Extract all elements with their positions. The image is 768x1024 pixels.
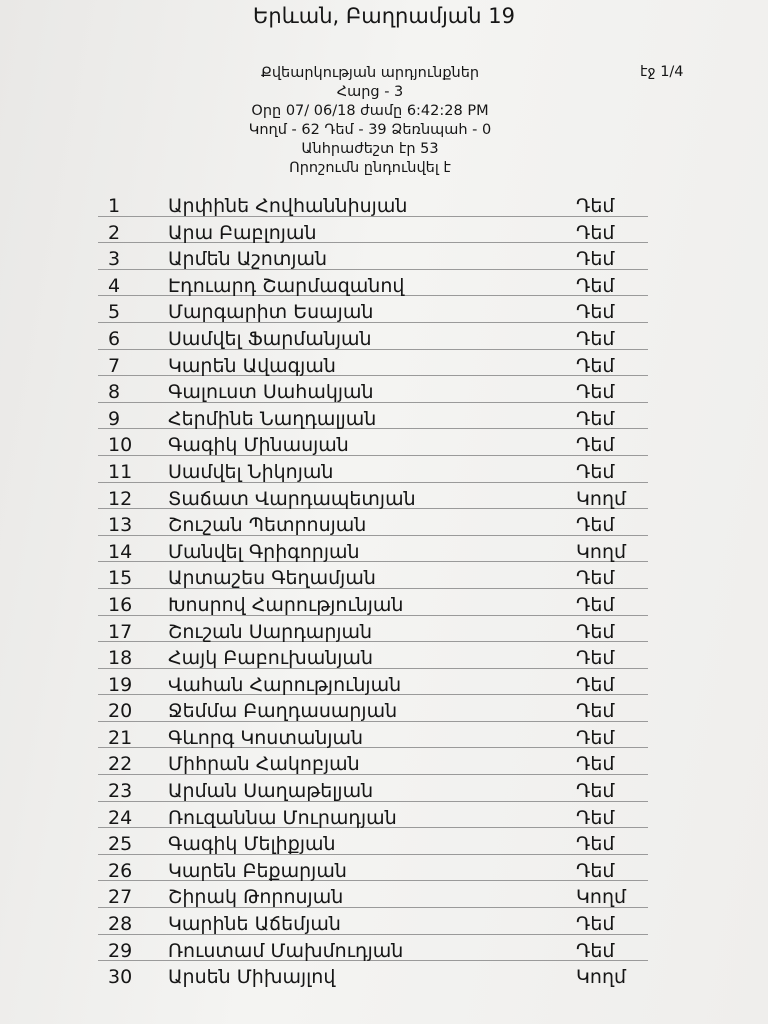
row-number: 8: [108, 381, 121, 404]
row-number: 12: [108, 487, 133, 510]
table-row: [98, 270, 648, 297]
deputy-name: Գալուստ Սահակյան: [168, 381, 374, 404]
deputy-name: Արման Սաղաթելյան: [168, 780, 374, 803]
vote-value: Դեմ: [576, 567, 615, 590]
row-number: 13: [108, 514, 133, 537]
row-number: 4: [108, 274, 121, 297]
vote-value: Դեմ: [576, 700, 615, 723]
row-number: 9: [108, 407, 121, 430]
table-row: [98, 589, 648, 616]
table-row: [98, 296, 648, 323]
deputy-name: Կարեն Ավագյան: [168, 354, 336, 377]
row-number: 27: [108, 886, 133, 909]
deputy-name: Սամվել Նիկոյան: [168, 460, 334, 483]
document-title: Քվեարկության արդյունքներ: [260, 65, 480, 81]
row-number: 2: [108, 221, 121, 244]
table-row: [98, 217, 648, 244]
table-row: [98, 323, 648, 350]
row-number: 16: [108, 593, 133, 616]
deputy-name: Սամվել Ֆարմանյան: [168, 327, 372, 350]
row-number: 26: [108, 859, 133, 882]
deputy-name: Գևորգ Կոստանյան: [168, 726, 364, 749]
row-number: 11: [108, 460, 133, 483]
table-row: [98, 376, 648, 403]
row-number: 18: [108, 647, 133, 670]
vote-value: Դեմ: [576, 753, 615, 776]
deputy-name: Կարեն Բեքարյան: [168, 859, 347, 882]
table-row: [98, 562, 648, 589]
row-number: 1: [108, 195, 121, 217]
vote-table: [98, 190, 648, 987]
table-row: [98, 908, 648, 935]
location-heading: Երևան, Բաղրամյան 19: [253, 4, 515, 28]
deputy-name: Գագիկ Մինասյան: [168, 434, 349, 457]
vote-value: Դեմ: [576, 514, 615, 537]
row-number: 6: [108, 327, 121, 350]
row-number: 15: [108, 567, 133, 590]
deputy-name: Շուշան Պետրոսյան: [168, 514, 367, 537]
vote-value: Կողմ: [576, 966, 627, 989]
page-number: էջ 1/4: [640, 64, 684, 80]
deputy-name: Արտաշես Գեղամյան: [168, 567, 376, 590]
deputy-name: Հայկ Բաբուխանյան: [168, 647, 373, 670]
table-row: [98, 350, 648, 377]
question-number: Հարց - 3: [336, 84, 404, 100]
vote-value: Դեմ: [576, 434, 615, 457]
table-row: [98, 775, 648, 802]
table-row: [98, 695, 648, 722]
table-row: [98, 429, 648, 456]
deputy-name: Գագիկ Մելիքյան: [168, 833, 336, 856]
deputy-name: Տաճատ Վարդապետյան: [168, 487, 416, 510]
vote-value: Դեմ: [576, 593, 615, 616]
table-row: [98, 190, 648, 217]
row-number: 17: [108, 620, 133, 643]
deputy-name: Արա Բաբլոյան: [168, 221, 317, 244]
vote-value: Կողմ: [576, 886, 627, 909]
table-row: [98, 748, 648, 775]
vote-value: Դեմ: [576, 647, 615, 670]
row-number: 23: [108, 780, 133, 803]
deputy-name: Շիրակ Թորոսյան: [168, 886, 344, 909]
deputy-name: Ռուստամ Մախմուդյան: [168, 939, 404, 962]
vote-value: Դեմ: [576, 913, 615, 936]
vote-value: Դեմ: [576, 859, 615, 882]
table-row: [98, 881, 648, 908]
deputy-name: Միհրան Հակոբյան: [168, 753, 360, 776]
deputy-name: Մանվել Գրիգորյան: [168, 540, 360, 563]
table-row: [98, 722, 648, 749]
table-row: [98, 855, 648, 882]
row-number: 22: [108, 753, 133, 776]
table-row: [98, 403, 648, 430]
table-row: [98, 642, 648, 669]
vote-value: Դեմ: [576, 673, 615, 696]
vote-value: Դեմ: [576, 726, 615, 749]
row-number: 14: [108, 540, 133, 563]
table-row: [98, 802, 648, 829]
row-number: 3: [108, 248, 121, 271]
vote-value: Դեմ: [576, 620, 615, 643]
vote-value: Դեմ: [576, 460, 615, 483]
vote-value: Դեմ: [576, 221, 615, 244]
vote-value: Դեմ: [576, 381, 615, 404]
deputy-name: Խոսրով Հարությունյան: [168, 593, 404, 616]
deputy-name: Արսեն Միխայլով: [168, 966, 336, 989]
table-row: [98, 935, 648, 962]
vote-value: Դեմ: [576, 354, 615, 377]
vote-value: Դեմ: [576, 301, 615, 324]
row-number: 24: [108, 806, 133, 829]
table-row: [98, 828, 648, 855]
table-row: [98, 669, 648, 696]
deputy-name: Արմեն Աշոտյան: [168, 248, 328, 271]
required-votes: Անհրաժեշտ էր 53: [301, 141, 439, 157]
row-number: 30: [108, 966, 133, 989]
deputy-name: Շուշան Սարդարյան: [168, 620, 373, 643]
vote-value: Դեմ: [576, 407, 615, 430]
vote-value: Դեմ: [576, 806, 615, 829]
vote-totals: Կողմ - 62 Դեմ - 39 Ձեռնպահ - 0: [248, 122, 492, 138]
table-row: [98, 243, 648, 270]
row-number: 19: [108, 673, 133, 696]
row-number: 28: [108, 913, 133, 936]
row-number: 29: [108, 939, 133, 962]
row-number: 20: [108, 700, 133, 723]
vote-value: Կողմ: [576, 487, 627, 510]
deputy-name: Վահան Հարությունյան: [168, 673, 402, 696]
table-row: [98, 456, 648, 483]
vote-value: Դեմ: [576, 327, 615, 350]
deputy-name: Ջեմմա Բաղդասարյան: [168, 700, 398, 723]
vote-value: Դեմ: [576, 833, 615, 856]
vote-value: Կողմ: [576, 540, 627, 563]
deputy-name: Մարգարիտ Եսայան: [168, 301, 374, 324]
date-time: Օրը 07/ 06/18 ժամը 6:42:28 PM: [251, 103, 489, 119]
row-number: 25: [108, 833, 133, 856]
row-number: 21: [108, 726, 133, 749]
vote-value: Դեմ: [576, 195, 615, 217]
deputy-name: Արփինե Հովհաննիսյան: [168, 195, 408, 217]
deputy-name: Կարինե Աճեմյան: [168, 913, 341, 936]
vote-value: Դեմ: [576, 939, 615, 962]
row-number: 5: [108, 301, 121, 324]
row-number: 10: [108, 434, 133, 457]
vote-header: [150, 64, 590, 178]
row-number: 7: [108, 354, 121, 377]
table-row: [98, 961, 648, 987]
decision-status: Որոշումն ընդունվել է: [289, 160, 451, 176]
vote-value: Դեմ: [576, 780, 615, 803]
table-row: [98, 536, 648, 563]
table-row: [98, 483, 648, 510]
vote-value: Դեմ: [576, 248, 615, 271]
table-row: [98, 616, 648, 643]
table-row: [98, 509, 648, 536]
deputy-name: Ռուզաննա Մուրադյան: [168, 806, 397, 829]
vote-value: Դեմ: [576, 274, 615, 297]
deputy-name: Էդուարդ Շարմազանով: [168, 274, 405, 297]
deputy-name: Հերմինե Նաղդալյան: [168, 407, 377, 430]
